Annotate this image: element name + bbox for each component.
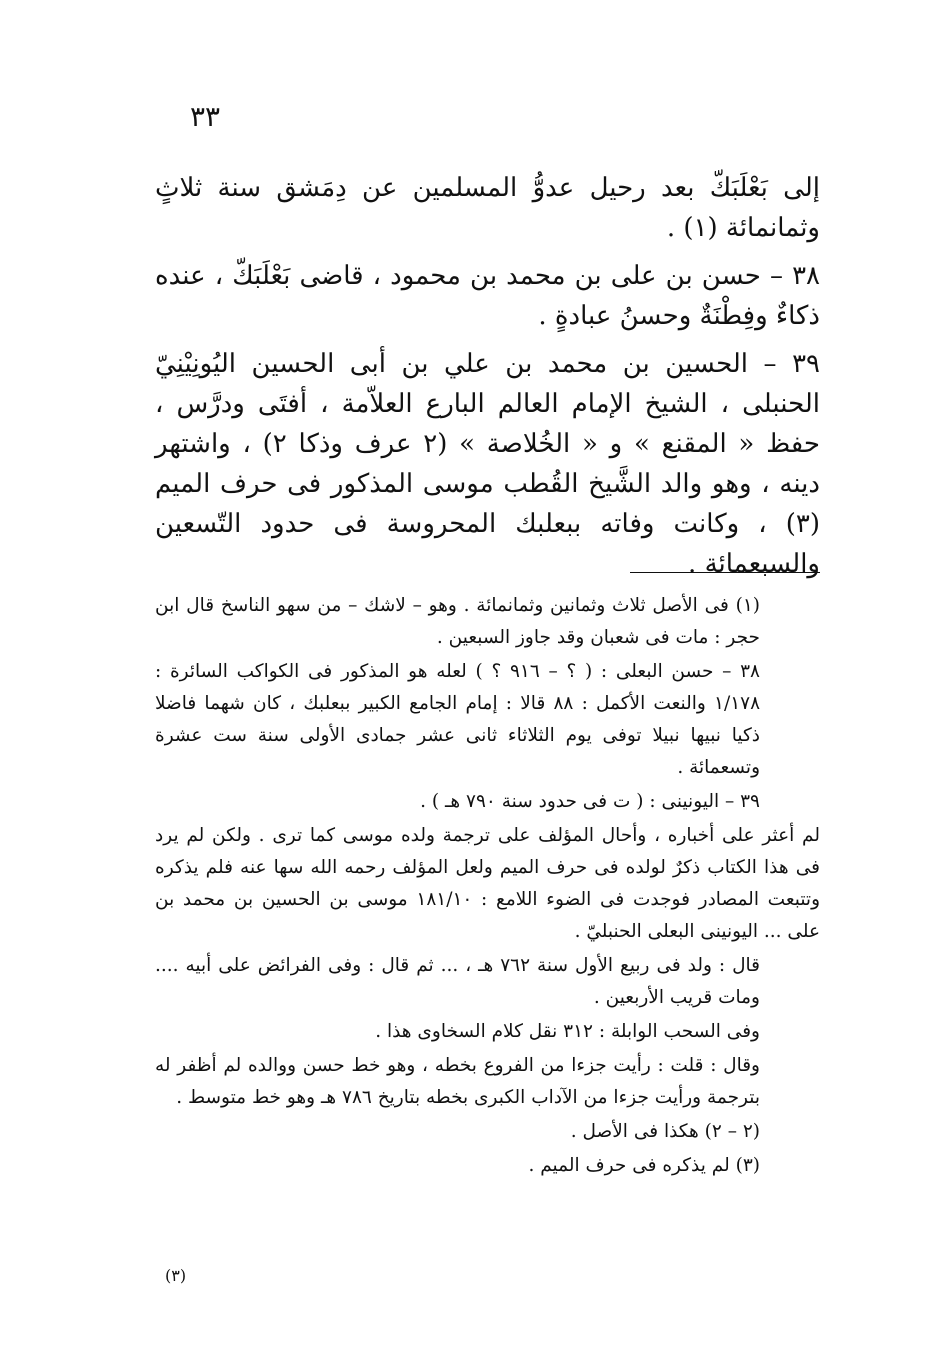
note-39-quote: قال : ولد فى ربيع الأول سنة ٧٦٢ هـ ، ... ثم قال : وفى الفرائض على أبيه .... ومات قريب الأربعين . — [155, 955, 760, 1008]
main-paragraph-continuation: إلى بَعْلَبَكّ بعد رحيل عدوُّ المسلمين عن دِمَشق سنة ثلاثٍ وثمانمائة (١) . — [155, 173, 820, 243]
note-entry-39: ٣٩ – اليونينى : ( ت فى حدود سنة ٧٩٠ هـ ) . — [420, 791, 760, 812]
footnote-3: (٣) لم يذكره فى حرف الميم . — [528, 1155, 760, 1176]
note-39-body: لم أعثر على أخباره ، وأحال المؤلف على ترجمة ولده موسى كما ترى . ولكن لم يرد فى هذا الكتاب ذكرٌ لولده فى حرف الميم ولعل المؤلف رحمه الله سها عنه فلم يذكره وتتبعت المصادر فوجدت فى الضوء اللامع : ١٨١/١٠ موسى بن الحسين بن محمد بن على ... اليونينى البعلى الحنبليّ . — [155, 825, 820, 942]
main-text — [155, 168, 820, 592]
footnote-1: (١) فى الأصل ثلاث وثمانين وثمانمائة . وهو – لاشك – من سهو الناسخ قال ابن حجر : مات فى شعبان وقد جاوز السبعين . — [155, 595, 760, 648]
note-39-suhub: وفى السحب الوابلة : ٣١٢ نقل كلام السخاوى هذا . — [375, 1021, 760, 1042]
signature-mark: (٣) — [165, 1266, 187, 1285]
footnote-2: (٢ – ٢) هكذا فى الأصل . — [570, 1121, 760, 1142]
footnote-separator — [630, 572, 820, 573]
entry-39: ٣٩ – الحسين بن محمد بن علي بن أبى الحسين اليُونِيْنِيّ الحنبلى ، الشيخ الإمام العالم البارع العلاّمة ، أفتَى ودرَّس ، حفظ « المقنع » و « الخُلاصة » (٢ عرف وذكا ٢) ، واشتهر دينه ، وهو والد الشَّيخ القُطب موسى المذكور فى حرف الميم (٣) ، وكانت وفاته ببعلبك المحروسة فى حدود التّسعين والسبعمائة . — [155, 349, 820, 579]
footnotes — [155, 590, 820, 1184]
page-number: ٣٣ — [190, 100, 221, 133]
entry-38: ٣٨ – حسن بن على بن محمد بن محمود ، قاضى بَعْلَبَكّ ، عنده ذكاءٌ وفِطْنَةٌ وحسنُ عبادةٍ . — [155, 261, 820, 331]
note-entry-38: ٣٨ – حسن البعلى : ( ؟ – ٩١٦ ؟ ) لعله هو المذكور فى الكواكب السائرة : ١/١٧٨ والنعت الأكمل : ٨٨ قالا : إمام الجامع الكبير ببعلبك ، كان شهما فاضلا ذكيا نبيها نبيلا توفى يوم الثلاثاء ثانى عشر جمادى الأولى سنة ست عشرة وتسعمائة . — [155, 661, 761, 778]
note-39-remark: وقال : قلت : رأيت جزءا من الفروع بخطه ، وهو خط حسن ووالده لم أظفر له بترجمة ورأيت جزءا من الآداب الكبرى بخطه بتاريخ ٧٨٦ هـ وهو خط متوسط . — [155, 1055, 760, 1108]
